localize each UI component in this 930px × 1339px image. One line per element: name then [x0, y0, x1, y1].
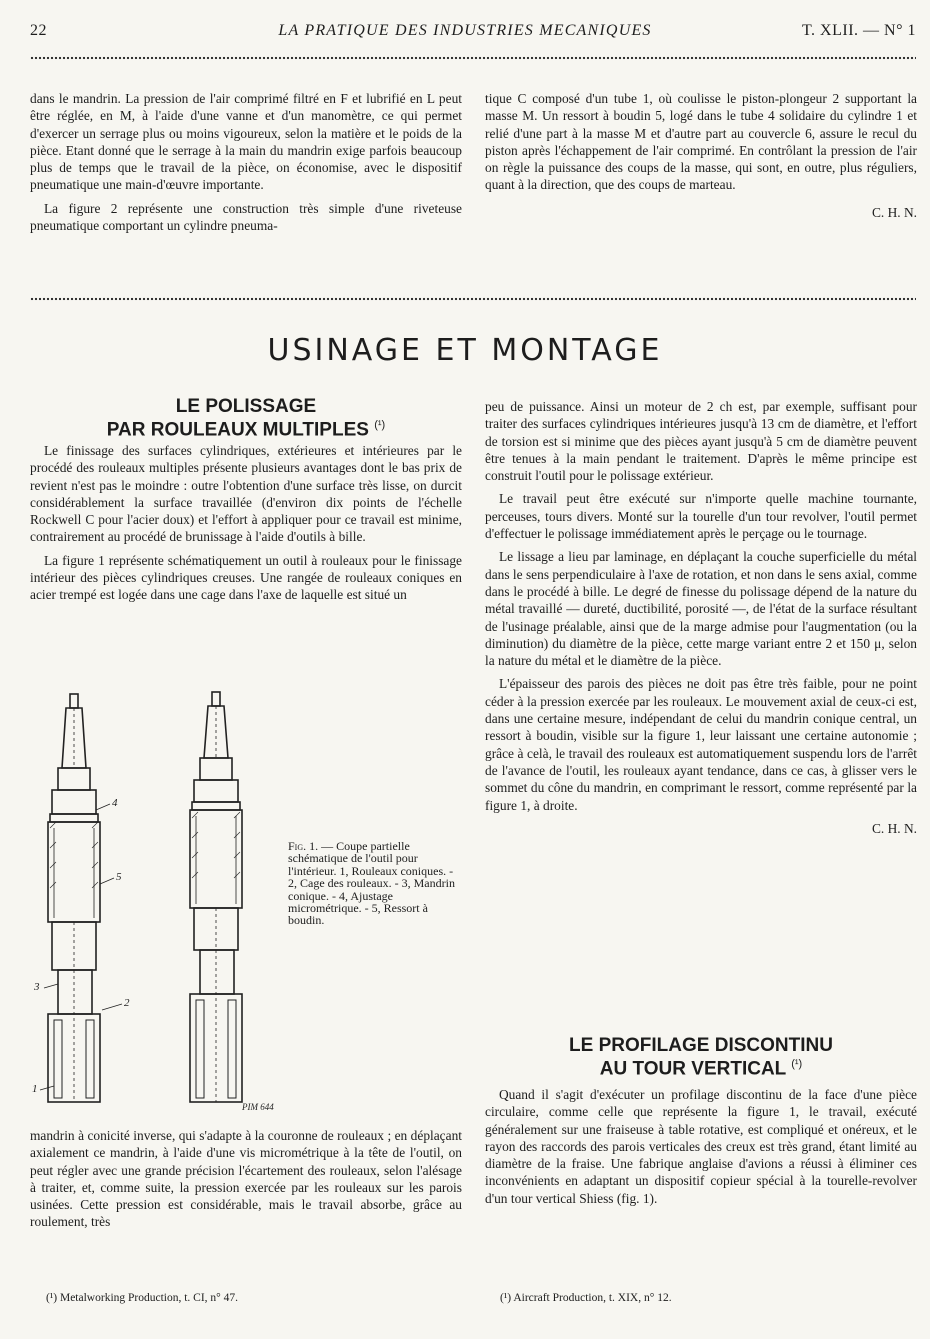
- section-title: USINAGE ET MONTAGE: [267, 333, 663, 368]
- figure-ref: PIM 644: [242, 1102, 274, 1112]
- paragraph: tique C composé d'un tube 1, où coulisse le piston-plongeur 2 supportant la masse M. Un ressort à boudin 5, logé dans le tube 4 solidaire du cylindre 1 et relié d'une part à la masse M et d'autre part au couvercle 6, assure le recul du piston après l'échappement de l'air comprimé. En contrôlant la pression de l'air on règle la puissance des coups de la masse, qui sont, en outre, plus réguliers, quant à la direction, que des coups de marteau.: [485, 91, 917, 193]
- paragraph: Quand il s'agit d'exécuter un profilage discontinu de la face d'une pièce circulaire, comme celle que représente la figure 1, le travail, exécuté généralement sur une fraiseuse à table rotative, est compliqué et onéreux, et le rayon des raccords des parois verticales des creux est très grand, étant limité au diamètre de la fraise. Une fabrique anglaise d'avions a réussi à éliminer ces inconvénients en adaptant un dispositif copieur spécial à la tourelle-revolver d'un tour vertical Shiess (fig. 1).: [485, 1087, 917, 1206]
- figure-label-1: 1: [32, 1083, 38, 1095]
- top-article-col1: [30, 90, 462, 240]
- article1-title-line1: LE POLISSAGE: [175, 396, 317, 417]
- article1-col1-top: [30, 442, 462, 610]
- footnote-ref: (¹): [791, 1058, 803, 1070]
- paragraph: Le lissage a lieu par laminage, en déplaçant la couche superficielle du métal dans le sens perpendiculaire à l'axe de rotation, et non dans le sens axial, comme dans le procédé à bille. Le degré de finesse du polissage dépend de la nature du métal travaillé — dureté, ductibilité, porosité —, de l'état de la surface résultant de l'usinage préalable, ainsi que de la marge admise pour l'augmentation (ou la diminution) du diamètre de la pièce, cette marge variant entre 2 et 150 μ, selon la nature du métal et le diamètre de la pièce.: [485, 549, 917, 669]
- paragraph: peu de puissance. Ainsi un moteur de 2 ch est, par exemple, suffisant pour traiter des surfaces cylindriques intérieures jusqu'à 13 cm de diamètre, et l'effort de torsion est si minime que des pièces ayant jusqu'à 5 cm de diamètre peuvent être tenues à la main pendant le traitement. D'après le même principe est construit l'outil pour le polissage extérieur.: [485, 399, 917, 484]
- section-rule: [30, 297, 916, 301]
- paragraph: Le finissage des surfaces cylindriques, extérieures et intérieures par le procédé des rouleaux multiples présente plusieurs avantages dont le bas prix de revient n'est pas le moindre : outre l'obtention d'une surface très lisse, on durcit considérablement la surface travaillée (d'environ dix points de l'échelle Rockwell C pour l'acier doux) et l'effort à appliquer pour ce travail est minime, contrairement au procédé de brunissage à l'aide d'outils à bille.: [30, 443, 462, 545]
- figure-label-5: 5: [116, 871, 122, 883]
- article2-body: [485, 1086, 917, 1213]
- journal-title: LA PRATIQUE DES INDUSTRIES MECANIQUES: [278, 22, 652, 39]
- figure-label-2: 2: [124, 997, 130, 1009]
- signature: C. H. N.: [871, 820, 917, 836]
- article1-col1-bottom: [30, 1127, 462, 1237]
- paragraph: La figure 1 représente schématiquement un outil à rouleaux pour le finissage intérieur des pièces cylindriques creuses. Une rangée de rouleaux coniques en acier trempé est logée dans une cage dans l'axe de laquelle est situé un: [30, 552, 462, 603]
- figure-caption-text: — Coupe partielle schématique de l'outil pour l'intérieur. 1, Rouleaux coniques. - 2, Cage des rouleaux. - 3, Mandrin conique. - 4, Ajustage micrométrique. - 5, Ressort à boudin.: [288, 839, 455, 928]
- article2-title-line1: LE PROFILAGE DISCONTINU: [569, 1035, 833, 1056]
- article1-title-line2: PAR ROULEAUX MULTIPLES: [106, 419, 369, 441]
- top-article-col2: [485, 90, 917, 221]
- paragraph: Le travail peut être exécuté sur n'importe quelle machine tournante, perceuses, tours divers. Monté sur la tourelle d'un tour revolver, l'outil permet d'effectuer le polissage immédiatement après le perçage ou le tournage.: [485, 491, 917, 542]
- figure-1-drawing: [30, 688, 285, 1116]
- roller-tool-section-illustration: [30, 688, 285, 1116]
- volume-issue: T. XLII. — N° 1: [801, 22, 916, 39]
- paragraph: mandrin à conicité inverse, qui s'adapte à la couronne de rouleaux ; en déplaçant axialement ce mandrin, à l'aide d'une vis micrométrique à la tête de l'outil, on peut régler avec une grande précision l'écartement des rouleaux, selon l'alésage à traiter, et, comme suite, la pression exercée par les rouleaux sur les parois usinées. Cette pression est considérable, mais le travail absorbe, grâce au roulement, très: [30, 1128, 462, 1230]
- article1-col2: [485, 398, 917, 837]
- figure-caption-label: Fig. 1.: [288, 839, 319, 853]
- article1-title: [30, 397, 462, 439]
- page-number: 22: [30, 22, 47, 39]
- header-rule: [30, 56, 916, 60]
- figure-label-3: 3: [34, 981, 40, 993]
- paragraph: dans le mandrin. La pression de l'air comprimé filtré en F et lubrifié en L peut être réglée, en M, à l'aide d'une vanne et d'un manomètre, ce qui permet d'exercer un serrage plus ou moins vigoureux, selon la matière et le poids de la pièce. Etant donné que le serrage à la main du mandrin exige parfois beaucoup plus de temps que le travail de la pièce, on économise, avec le dispositif pneumatique une main-d'œuvre importante.: [30, 91, 462, 193]
- figure-label-4: 4: [112, 797, 118, 809]
- footnote-ref: (¹): [374, 419, 386, 431]
- article2-title-line2: AU TOUR VERTICAL: [599, 1058, 786, 1080]
- figure-1-caption: [288, 840, 462, 927]
- footnote-article1: (¹) Metalworking Production, t. CI, n° 47.: [46, 1292, 239, 1304]
- footnote-article2: (¹) Aircraft Production, t. XIX, n° 12.: [500, 1292, 672, 1304]
- paragraph: L'épaisseur des parois des pièces ne doit pas être très faible, pour ne point céder à la pression exercée par les rouleaux. Le mouvement axial de ceux-ci est, dans une certaine mesure, indépendant de celui du mandrin conique central, un ressort à boudin, visible sur la figure 1, leur laissant une certaine autonomie ; grâce à celà, le travail des rouleaux est automatiquement suspendu lors de l'arrêt de l'avance de l'outil, les rouleaux ayant tendance, dans ce cas, à glisser vers le sommet du cône du mandrin, en comprimant le ressort, comme représenté par la figure 1, à droite.: [485, 676, 917, 813]
- signature: C. H. N.: [871, 204, 917, 220]
- paragraph: La figure 2 représente une construction très simple d'une riveteuse pneumatique comportant un cylindre pneuma-: [30, 200, 462, 234]
- article2-title: [485, 1036, 917, 1078]
